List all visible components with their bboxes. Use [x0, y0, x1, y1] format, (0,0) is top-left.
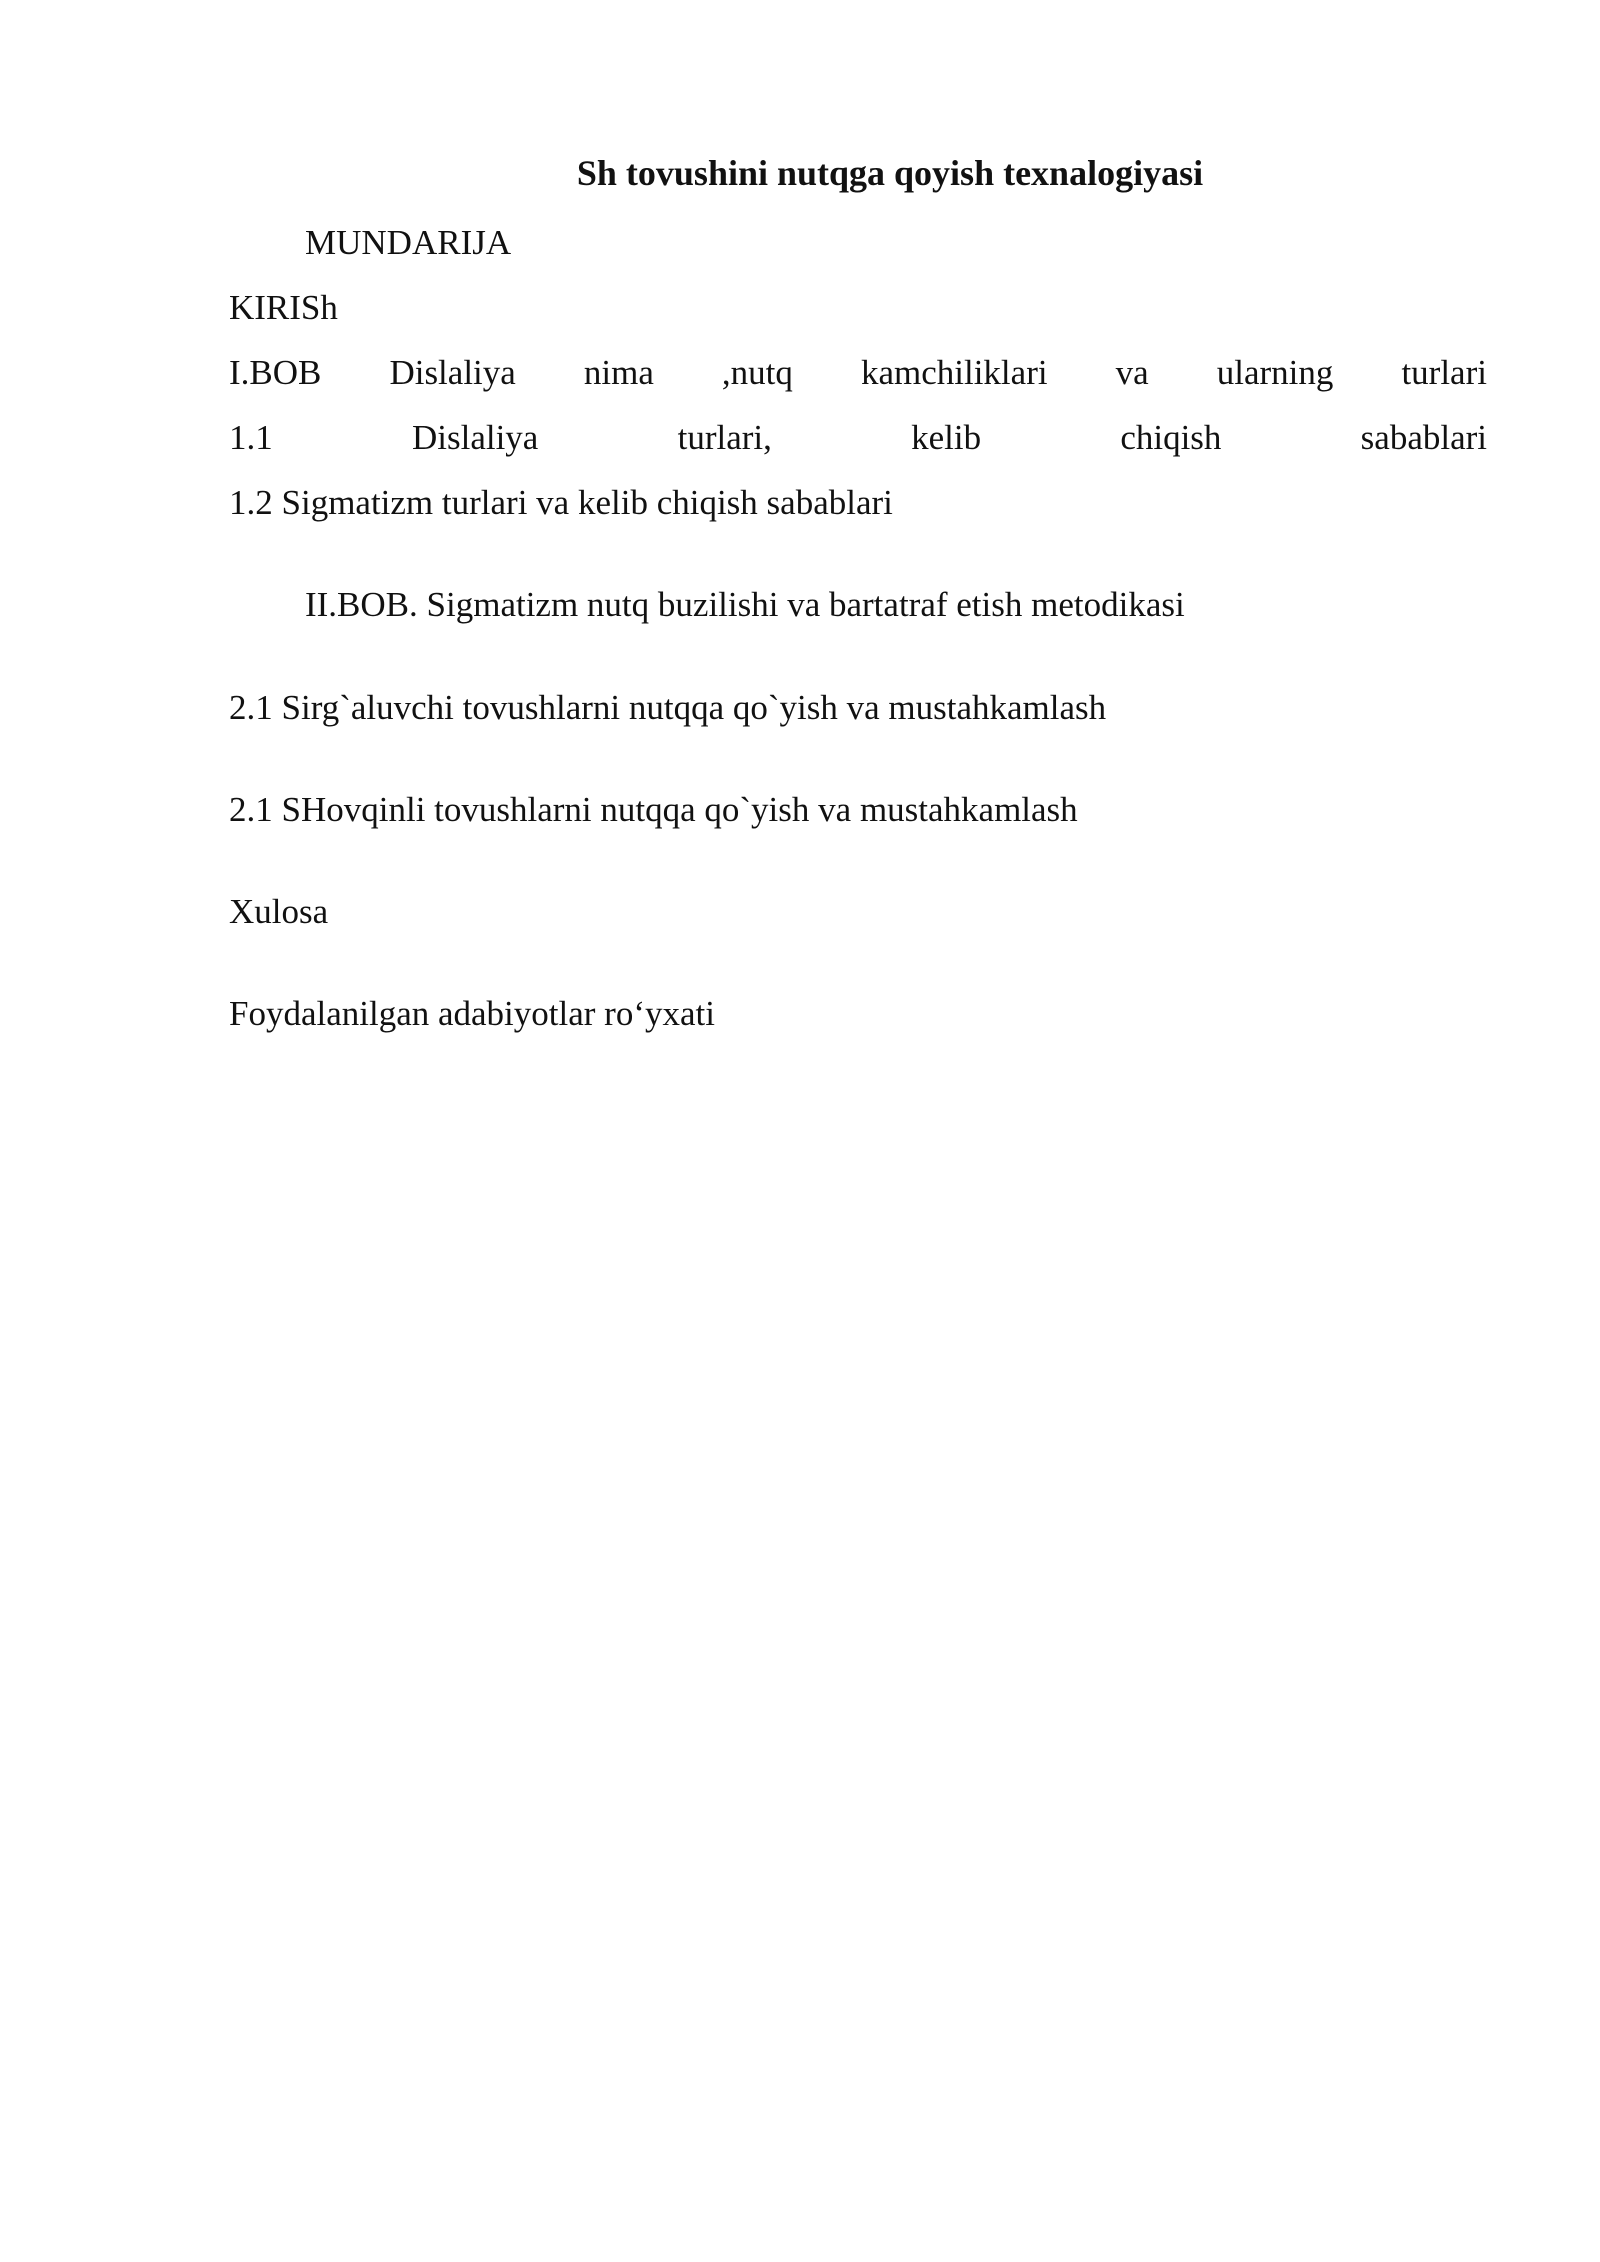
toc-item-section-2-1-hushing: 2.1 SHovqinli tovushlarni nutqqa qo`yish va mustahkamlash [229, 790, 1078, 829]
toc-word: ularning [1216, 353, 1334, 392]
toc-word: 1.1 [229, 418, 273, 457]
toc-word: I.BOB [229, 353, 322, 392]
toc-word: Dislaliya [411, 418, 539, 457]
toc-item-chapter-2: II.BOB. Sigmatizm nutq buzilishi va bartatraf etish metodikasi [305, 585, 1185, 624]
toc-word: kamchiliklari [860, 353, 1048, 392]
toc-word: chiqish [1120, 418, 1222, 457]
toc-item-section-1-2: 1.2 Sigmatizm turlari va kelib chiqish sabablari [229, 483, 893, 522]
document-title [0, 155, 1600, 191]
toc-word: va [1115, 353, 1149, 392]
toc-heading: MUNDARIJA [305, 223, 512, 262]
toc-word: kelib [911, 418, 982, 457]
toc-item-chapter-1 [229, 355, 1487, 390]
toc-word: turlari [1401, 353, 1487, 392]
toc-word: sabablari [1360, 418, 1487, 457]
toc-word: turlari, [677, 418, 772, 457]
toc-word: nima [583, 353, 654, 392]
toc-word: Dislaliya [389, 353, 516, 392]
toc-item-intro: KIRISh [229, 288, 338, 327]
toc-word: ,nutq [721, 353, 793, 392]
toc-item-references: Foydalanilgan adabiyotlar ro‘yxati [229, 994, 715, 1033]
document-title-text: Sh tovushini nutqga qoyish texnalogiyasi [576, 153, 1204, 193]
toc-item-section-1-1 [229, 420, 1487, 455]
toc-item-conclusion: Xulosa [229, 892, 329, 931]
toc-item-section-2-1-sibilant: 2.1 Sirg`aluvchi tovushlarni nutqqa qo`yish va mustahkamlash [229, 688, 1107, 727]
